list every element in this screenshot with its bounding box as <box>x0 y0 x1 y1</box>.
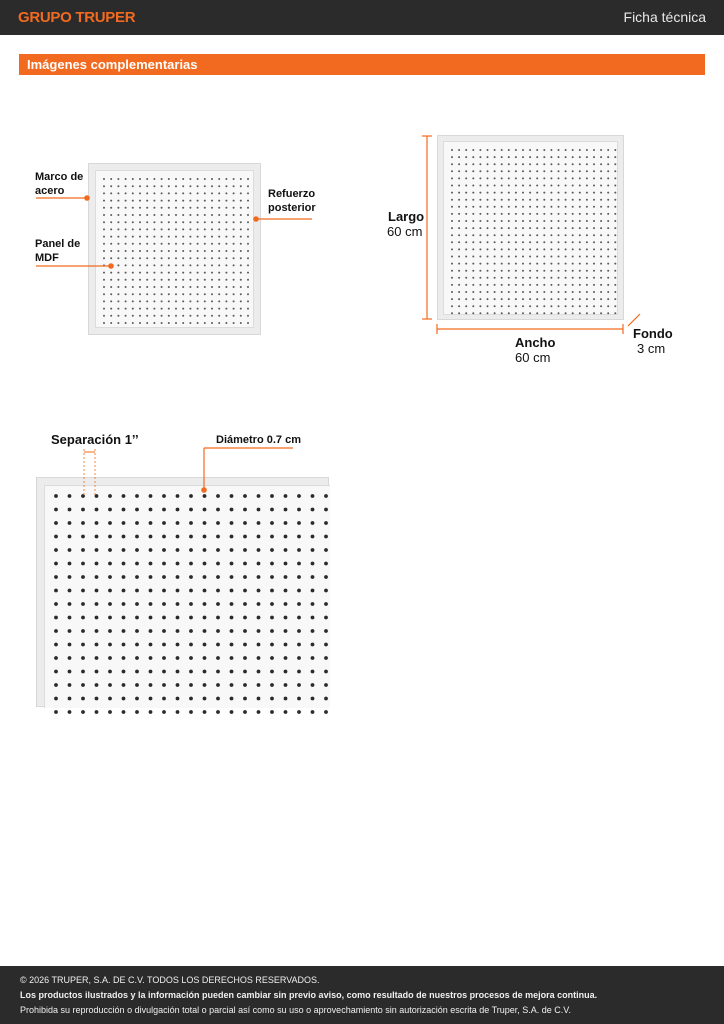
dim-length-value: 60 cm <box>387 224 423 239</box>
label-mdf-panel-line2: MDF <box>35 252 59 264</box>
label-mdf-panel-line1: Panel de <box>35 238 81 250</box>
spacing-label: Separación 1’’ <box>51 432 139 447</box>
dim-depth-value: 3 cm <box>637 341 666 356</box>
diameter-label: Diámetro 0.7 cm <box>216 434 301 446</box>
brand-logo: GRUPO TRUPER <box>18 9 136 26</box>
footer <box>0 966 724 1024</box>
dim-width-label: Ancho <box>515 335 556 350</box>
section-title: Imágenes complementarias <box>27 57 198 72</box>
footer-prohibition: Prohibida su reproducción o divulgación total o parcial así como su uso o aprovechamiento sin autorización escrita de Truper, S.A. de C.V. <box>20 1005 571 1015</box>
footer-notice: Los productos ilustrados y la información pueden cambiar sin previo aviso, como resultado de nuestros procesos de mejora continua. <box>20 990 598 1000</box>
label-steel-frame-line2: acero <box>35 185 65 197</box>
label-back-reinforcement-line2: posterior <box>268 202 316 214</box>
dim-width-value: 60 cm <box>515 350 551 365</box>
label-back-reinforcement-line1: Refuerzo <box>268 188 316 200</box>
label-steel-frame-line1: Marco de <box>35 171 84 183</box>
document-type: Ficha técnica <box>623 9 706 25</box>
dim-length-label: Largo <box>388 209 425 224</box>
dim-depth-label: Fondo <box>633 326 673 341</box>
footer-copyright: © 2026 TRUPER, S.A. DE C.V. TODOS LOS DERECHOS RESERVADOS. <box>20 975 320 985</box>
